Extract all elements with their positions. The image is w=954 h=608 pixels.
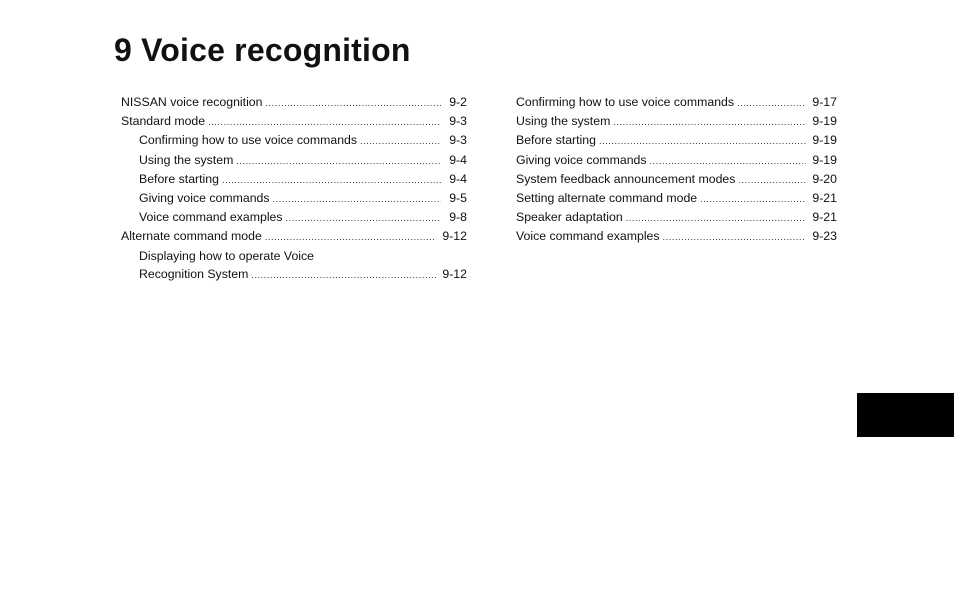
dot-leader bbox=[286, 209, 441, 227]
toc-entry[interactable] bbox=[121, 227, 467, 246]
toc-subentry-multiline[interactable] bbox=[121, 247, 467, 284]
toc-subentry[interactable] bbox=[121, 131, 467, 150]
toc-entry[interactable] bbox=[516, 131, 837, 150]
toc-entry-page: 9-8 bbox=[449, 210, 467, 225]
toc-entry[interactable] bbox=[516, 227, 837, 246]
toc-entry-page: 9-3 bbox=[449, 133, 467, 148]
toc-entry-page: 9-21 bbox=[812, 191, 837, 206]
toc-entry-title: NISSAN voice recognition bbox=[121, 95, 263, 109]
dot-leader bbox=[236, 152, 441, 170]
toc-entry-page: 9-21 bbox=[812, 210, 837, 225]
toc-entry-page: 9-2 bbox=[449, 95, 467, 109]
toc-entry-page: 9-12 bbox=[442, 266, 467, 281]
toc-entry-title: Before starting bbox=[516, 133, 596, 148]
dot-leader bbox=[265, 94, 441, 112]
toc-entry-page: 9-17 bbox=[812, 95, 837, 109]
toc-entry[interactable] bbox=[516, 151, 837, 170]
dot-leader bbox=[663, 228, 807, 246]
dot-leader bbox=[265, 228, 437, 246]
toc-entry-page: 9-5 bbox=[449, 191, 467, 206]
toc-entry[interactable] bbox=[516, 189, 837, 208]
toc-entry[interactable] bbox=[121, 93, 467, 112]
toc-entry-page: 9-19 bbox=[812, 133, 837, 148]
toc-entry-title: Alternate command mode bbox=[121, 229, 262, 244]
dot-leader bbox=[738, 171, 806, 189]
toc-entry-title-line1: Displaying how to operate Voice bbox=[139, 248, 314, 263]
toc-entry-page: 9-19 bbox=[812, 114, 837, 129]
toc-entry-title: Before starting bbox=[139, 171, 219, 186]
toc-entry-title: Voice command examples bbox=[139, 210, 283, 225]
toc-entry[interactable] bbox=[516, 93, 837, 112]
toc-entry-title: Using the system bbox=[139, 152, 234, 167]
toc-entry-title: Standard mode bbox=[121, 114, 206, 129]
dot-leader bbox=[273, 190, 441, 208]
dot-leader bbox=[737, 94, 806, 112]
dot-leader bbox=[650, 152, 807, 170]
toc-entry-page: 9-19 bbox=[812, 152, 837, 167]
toc-entry-page: 9-20 bbox=[812, 171, 837, 186]
toc-entry-page: 9-4 bbox=[449, 171, 467, 186]
toc-entry-page: 9-4 bbox=[449, 152, 467, 167]
toc-entry-page: 9-23 bbox=[812, 229, 837, 244]
toc-entry-title: Giving voice commands bbox=[516, 152, 647, 167]
dot-leader bbox=[251, 266, 436, 284]
toc-entry-title: Confirming how to use voice commands bbox=[516, 95, 735, 109]
dot-leader bbox=[700, 190, 806, 208]
toc-subentry[interactable] bbox=[121, 189, 467, 208]
dot-leader bbox=[222, 171, 441, 189]
dot-leader bbox=[613, 113, 806, 131]
toc-entry-page: 9-12 bbox=[442, 229, 467, 244]
toc-subentry[interactable] bbox=[121, 151, 467, 170]
toc-entry-title: Confirming how to use voice commands bbox=[139, 133, 358, 148]
toc-entry[interactable] bbox=[516, 170, 837, 189]
chapter-side-tab bbox=[857, 393, 954, 437]
dot-leader bbox=[599, 132, 806, 150]
toc-entry[interactable] bbox=[516, 208, 837, 227]
dot-leader bbox=[626, 209, 807, 227]
chapter-title: 9 Voice recognition bbox=[114, 32, 411, 68]
toc-subentry[interactable] bbox=[121, 170, 467, 189]
toc-entry[interactable] bbox=[516, 112, 837, 131]
toc-entry-title: Using the system bbox=[516, 114, 611, 129]
toc-entry-title: Speaker adaptation bbox=[516, 210, 623, 225]
dot-leader bbox=[360, 132, 441, 150]
toc-entry-title: Voice command examples bbox=[516, 229, 660, 244]
toc-right-column bbox=[516, 93, 837, 247]
toc-left-column bbox=[121, 93, 467, 284]
toc-entry[interactable] bbox=[121, 112, 467, 131]
toc-entry-title: Setting alternate command mode bbox=[516, 191, 698, 206]
toc-entry-page: 9-3 bbox=[449, 114, 467, 129]
toc-entry-title-line2: Recognition System bbox=[139, 266, 249, 281]
toc-subentry[interactable] bbox=[121, 208, 467, 227]
toc-entry-title: System feedback announcement modes bbox=[516, 171, 736, 186]
toc-entry-title: Giving voice commands bbox=[139, 191, 270, 206]
dot-leader bbox=[208, 113, 441, 131]
